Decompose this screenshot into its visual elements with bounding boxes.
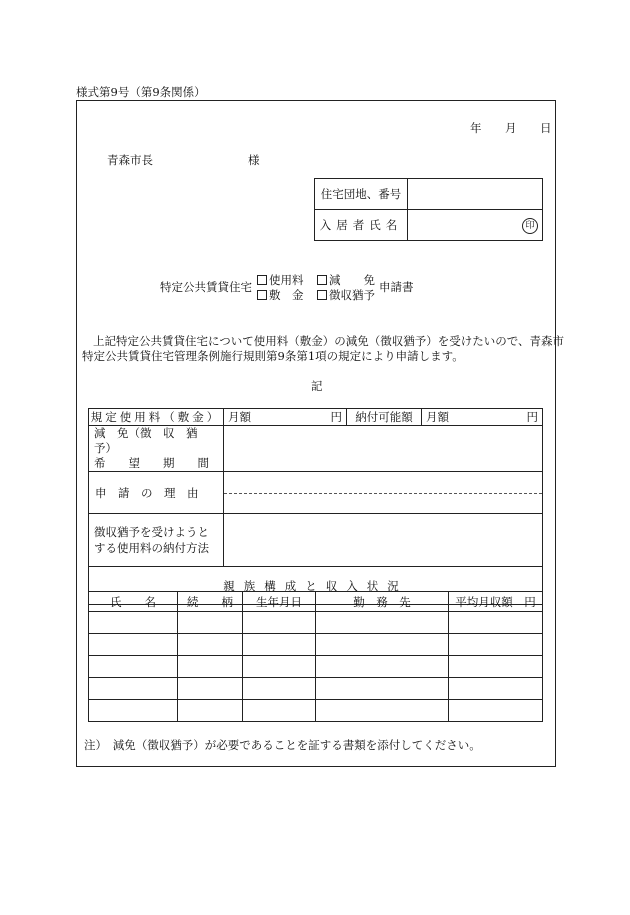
ki-heading: 記 — [311, 379, 323, 393]
family-income-heading: 親族構成と収入状況 — [89, 567, 543, 605]
table-row — [89, 634, 543, 656]
col-name: 氏 名 — [89, 592, 178, 612]
name-field[interactable] — [408, 210, 543, 241]
reason-field[interactable] — [224, 472, 543, 514]
housing-label: 住宅団地、番号 — [315, 179, 408, 210]
option-reduction[interactable]: 減 免 — [317, 272, 375, 288]
col-birthdate: 生年月日 — [243, 592, 316, 612]
option-deferral[interactable]: 徴収猶予 — [317, 287, 375, 303]
seal-mark: 印 — [522, 218, 538, 234]
table-row — [89, 612, 543, 634]
housing-field[interactable] — [408, 179, 543, 210]
family-table — [88, 591, 543, 722]
rent-label: 規定使用料（敷金） — [89, 409, 224, 426]
col-income: 平均月収額 円 — [449, 592, 543, 612]
option-usage-fee[interactable]: 使用料 — [257, 272, 304, 288]
checkbox-icon — [317, 275, 327, 285]
option-deposit[interactable]: 敷 金 — [257, 287, 304, 303]
table-row — [89, 700, 543, 722]
checkbox-icon — [257, 290, 267, 300]
date-year: 年 — [470, 121, 482, 135]
desired-period-field[interactable] — [224, 426, 543, 472]
rent-amount-field[interactable]: 月額 円 — [224, 409, 347, 426]
date-month: 月 — [505, 121, 517, 135]
footnote: 注） 減免（徴収猶予）が必要であることを証する書類を添付してください。 — [84, 738, 481, 752]
title-prefix: 特定公共賃貸住宅 — [160, 280, 252, 294]
desired-period-label: 減 免（徴 収 猶 予） 希 望 期 間 — [89, 426, 224, 472]
addressee-honorific: 様 — [248, 153, 260, 167]
col-workplace: 勤 務 先 — [316, 592, 449, 612]
applicant-table — [314, 178, 543, 241]
date-day: 日 — [540, 121, 552, 135]
name-label: 入居者氏名 — [315, 210, 408, 241]
reason-label: 申 請 の 理 由 — [89, 472, 224, 514]
col-relation: 続 柄 — [178, 592, 243, 612]
main-table — [88, 408, 543, 605]
payment-method-field[interactable] — [224, 514, 543, 567]
table-row — [89, 678, 543, 700]
payable-label: 納付可能額 — [347, 409, 422, 426]
checkbox-icon — [257, 275, 267, 285]
body-line-1: 上記特定公共賃貸住宅について使用料（敷金）の減免（徴収猶予）を受けたいので、青森市 — [93, 334, 565, 348]
form-number: 様式第9号（第9条関係） — [76, 85, 206, 99]
table-row — [89, 656, 543, 678]
title-suffix: 申請書 — [379, 280, 414, 294]
body-line-2: 特定公共賃貸住宅管理条例施行規則第9条第1項の規定により申請します。 — [82, 349, 464, 363]
addressee: 青森市長 — [107, 153, 153, 167]
checkbox-icon — [317, 290, 327, 300]
payable-amount-field[interactable]: 月額 円 — [422, 409, 543, 426]
payment-method-label: 徴収猶予を受けようと する使用料の納付方法 — [89, 514, 224, 567]
